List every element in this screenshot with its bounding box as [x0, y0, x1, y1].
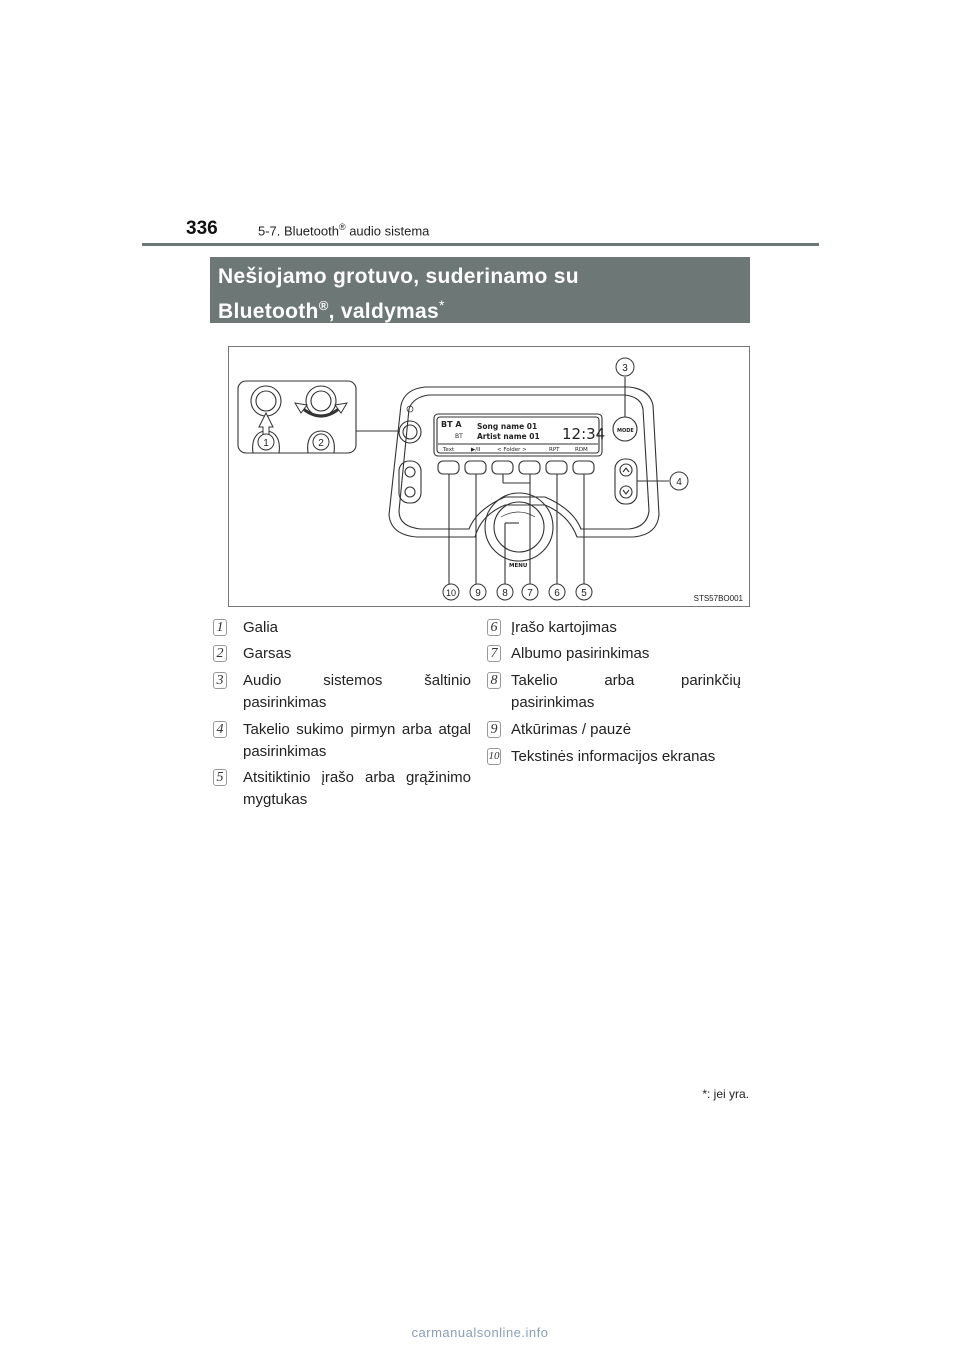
display-bt: BT — [455, 433, 463, 440]
display-time: 12:34 — [562, 425, 606, 443]
display-song: Song name 01 — [477, 422, 538, 431]
section-suffix: audio sistema — [345, 223, 430, 239]
legend-text: Takelio sukimo pirmyn arba atgal pasirinkimas — [243, 721, 471, 760]
legend-item — [487, 670, 741, 716]
page-number: 336 — [186, 218, 218, 239]
softkey-label-4: RPT — [549, 447, 560, 453]
legend-item — [487, 617, 741, 641]
svg-text:9: 9 — [475, 588, 481, 599]
softkey-label-5: RDM — [575, 447, 588, 453]
title-suffix: , valdymas — [328, 300, 439, 323]
callout-10 — [443, 584, 459, 600]
legend-num: 1 — [213, 619, 227, 636]
audio-unit-figure — [228, 346, 750, 607]
svg-text:5: 5 — [581, 588, 587, 599]
callout-7 — [522, 584, 538, 600]
watermark: carmanualsonline.info — [411, 1325, 549, 1340]
menu-label: MENU — [509, 563, 528, 569]
legend-text: Takelio arba parinkčių pasirinkimas — [511, 672, 741, 711]
power-knob — [399, 421, 421, 443]
preset-button-text — [438, 461, 459, 474]
mode-label: MODE — [617, 428, 634, 434]
header-rule — [142, 243, 819, 246]
legend-item — [213, 617, 471, 641]
legend-num: 8 — [487, 672, 501, 689]
svg-text:1: 1 — [263, 438, 269, 449]
legend-text: Atsitiktinio įrašo arba grąžinimo mygtukas — [243, 769, 471, 808]
callout-3 — [616, 358, 634, 376]
softkey-label-1: Text — [443, 447, 455, 453]
legend-num: 7 — [487, 645, 501, 662]
figure-code: STS57BO001 — [693, 594, 743, 603]
callout-6 — [549, 584, 565, 600]
title-banner — [210, 257, 750, 323]
audio-unit-illustration — [229, 347, 749, 606]
legend-num: 2 — [213, 645, 227, 662]
registered-mark: ® — [338, 222, 346, 232]
svg-text:4: 4 — [676, 477, 682, 488]
display-artist: Artist name 01 — [477, 432, 540, 441]
svg-text:6: 6 — [554, 588, 560, 599]
legend-item — [213, 643, 471, 667]
title-asterisk: * — [438, 297, 445, 313]
legend-num: 4 — [213, 721, 227, 738]
section-title — [258, 222, 429, 238]
legend-num: 3 — [213, 672, 227, 689]
legend-item — [213, 719, 471, 765]
svg-text:7: 7 — [527, 588, 533, 599]
legend-item — [213, 670, 471, 716]
callout-1 — [258, 434, 274, 450]
preset-button-rpt — [546, 461, 567, 474]
legend-item — [487, 746, 741, 792]
callout-4 — [670, 472, 688, 490]
footnote: *: jei yra. — [702, 1087, 749, 1101]
svg-text:2: 2 — [318, 438, 324, 449]
legend-item — [487, 719, 741, 743]
legend-item — [213, 767, 471, 813]
preset-button-play — [465, 461, 486, 474]
legend-text: Tekstinės informacijos ekranas — [511, 748, 716, 765]
callout-2 — [313, 434, 329, 450]
legend-text: Audio sistemos šaltinio pasirinkimas — [243, 672, 471, 711]
title-bluetooth: Bluetooth — [218, 300, 319, 323]
legend-text: Atkūrimas / pauzė — [511, 721, 632, 738]
section-prefix: 5-7. Bluetooth — [258, 223, 339, 239]
seek-buttons — [615, 459, 637, 504]
title-line-1: Nešiojamo grotuvo, suderinamo su — [218, 265, 579, 288]
legend-num: 9 — [487, 721, 501, 738]
svg-text:8: 8 — [502, 588, 508, 599]
callout-8 — [497, 584, 513, 600]
softkey-label-3: < Folder > — [497, 447, 527, 453]
legend-text: Albumo pasirinkimas — [511, 645, 650, 662]
inset-box — [238, 381, 356, 453]
display-source: BT A — [441, 420, 462, 429]
callout-9 — [470, 584, 486, 600]
softkey-label-2: ▶/II — [471, 447, 481, 453]
svg-text:10: 10 — [445, 588, 457, 598]
menu-knob — [485, 493, 553, 561]
title-line-2 — [218, 291, 750, 326]
svg-text:3: 3 — [622, 363, 628, 374]
legend-num: 6 — [487, 619, 501, 636]
preset-button-rdm — [573, 461, 594, 474]
title-registered-mark: ® — [318, 298, 329, 313]
preset-button-folder-next — [519, 461, 540, 474]
legend-num: 5 — [213, 769, 227, 786]
legend-text: Galia — [243, 619, 279, 636]
legend-text: Garsas — [243, 645, 292, 662]
preset-button-folder-prev — [492, 461, 513, 474]
legend-text: Įrašo kartojimas — [511, 619, 617, 636]
legend-item — [487, 643, 741, 667]
legend-num: 10 — [487, 748, 501, 765]
callout-5 — [576, 584, 592, 600]
